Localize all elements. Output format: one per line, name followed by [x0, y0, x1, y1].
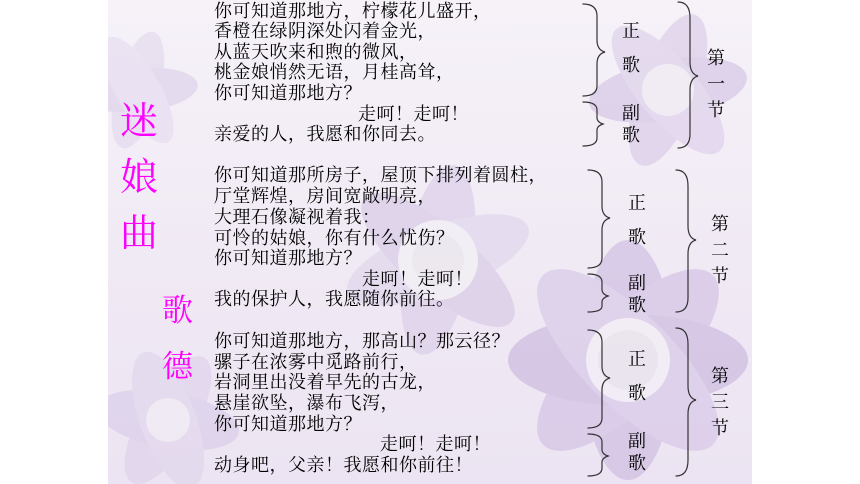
stanza-1-line-4: 桃金娘悄然无语，月桂高耸， — [214, 62, 455, 83]
stanza-2-line-7: 我的保护人，我愿随你前往。 — [214, 289, 455, 310]
stanza-2-line-4: 可怜的姑娘，你有什么忧伤？ — [214, 228, 455, 249]
title-char-3: 曲 — [120, 211, 159, 255]
stanza-3-chorus-label-char-2: 歌 — [628, 453, 646, 474]
author-char-2: 德 — [162, 349, 193, 385]
title-char-2: 娘 — [120, 155, 159, 199]
stanza-2-section-char-3: 节 — [711, 266, 729, 287]
brace-s1-main — [583, 4, 605, 96]
stanza-1-line-2: 香橙在绿阴深处闪着金光， — [214, 21, 436, 42]
stanza-1-line-7: 亲爱的人，我愿和你同去。 — [214, 124, 436, 145]
stanza-2-chorus-label-char-1: 副 — [628, 273, 646, 294]
stanza-3-line-3: 岩洞里出没着早先的古龙， — [214, 372, 436, 393]
stanza-1-line-6: 走呵！走呵！ — [358, 104, 469, 125]
stanza-2-line-1: 你可知道那所房子，屋顶下排列着圆柱， — [214, 165, 547, 186]
stanza-3-chorus-label-char-1: 副 — [628, 431, 646, 452]
stanza-1-section-char-3: 节 — [707, 100, 725, 121]
stanza-3-section-char-1: 第 — [711, 366, 729, 387]
stanza-3-section-char-2: 三 — [711, 392, 729, 413]
author-char-1: 歌 — [162, 293, 193, 329]
stanza-3-main-label-char-2: 歌 — [628, 383, 646, 404]
stanza-2-section-char-2: 二 — [711, 240, 729, 261]
brace-s1-section — [678, 2, 698, 148]
brace-s3-chorus — [588, 434, 608, 476]
stanza-2-section-char-1: 第 — [711, 214, 729, 235]
stanza-1-chorus-label-char-1: 副 — [622, 103, 640, 124]
stanza-1-chorus-label-char-2: 歌 — [622, 125, 640, 146]
stanza-3-line-4: 悬崖欲坠，瀑布飞泻， — [214, 393, 399, 414]
brace-s1-chorus — [583, 102, 603, 146]
stanza-1-line-5: 你可知道那地方？ — [214, 83, 362, 104]
stanza-3-line-7: 动身吧，父亲！我愿和你前往！ — [214, 455, 473, 476]
stanza-2-main-label-char-1: 正 — [628, 193, 646, 214]
brace-s3-section — [676, 328, 696, 476]
stanza-2-line-6: 走呵！走呵！ — [362, 269, 473, 290]
stanza-2-line-3: 大理石像凝视着我： — [214, 207, 381, 228]
stanza-3-line-6: 走呵！走呵！ — [380, 434, 491, 455]
stanza-3-line-5: 你可知道那地方？ — [214, 414, 362, 435]
stanza-2-main-label-char-2: 歌 — [628, 227, 646, 248]
brace-s2-section — [676, 170, 696, 312]
brace-s2-main — [588, 170, 610, 268]
stanza-3-section-char-3: 节 — [711, 418, 729, 439]
stanza-2-line-5: 你可知道那地方？ — [214, 248, 362, 269]
title-char-1: 迷 — [120, 99, 159, 143]
stanza-3-main-label-char-1: 正 — [628, 349, 646, 370]
stanza-1-main-label-char-2: 歌 — [622, 55, 640, 76]
stanza-1-section-char-1: 第 — [707, 48, 725, 69]
stanza-3-line-2: 骡子在浓雾中觅路前行， — [214, 352, 418, 373]
brace-s2-chorus — [588, 274, 608, 312]
stanza-1-section-char-2: 一 — [707, 74, 725, 95]
stanza-2-chorus-label-char-2: 歌 — [628, 295, 646, 316]
stanza-3-line-1: 你可知道那地方，那高山？那云径？ — [214, 331, 510, 352]
stanza-2-line-2: 厅堂辉煌，房间宽敞明亮， — [214, 186, 436, 207]
stanza-1-line-1: 你可知道那地方，柠檬花儿盛开， — [214, 1, 492, 22]
stanza-1-line-3: 从蓝天吹来和煦的微风， — [214, 42, 418, 63]
brace-s3-main — [588, 330, 610, 428]
stanza-1-main-label-char-1: 正 — [622, 21, 640, 42]
